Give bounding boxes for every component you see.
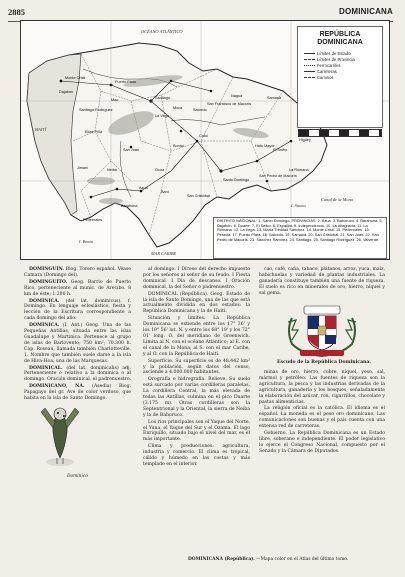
article-paragraph: DOMINICA. (I. Ant.) Geog. Una de las Pequeñas Antillas, situada entre las islas Guadalupe y Martinica. Pertenece al grupo de islas de Barlovento; 750 km²; 70.300 h. Cap. Roseau, llamada también Charlotteville. 1. Nombre que también suele darse a la isla de Hiva-Hoa, una de las Marquesas. xyxy=(24,323,131,364)
province-list-box xyxy=(213,217,387,259)
article-paragraph: Los ríos principales son el Yaque del Norte, el Yuna, el Yaque del Sur y el Ozama. El lago Enriquillo, situado bajo el nivel del mar, es el más importante. xyxy=(143,419,250,443)
legend-item-label: Límites de Estado xyxy=(317,51,351,56)
entry-headword: DOMINICA. xyxy=(29,298,60,304)
map-place-label: Salcedo xyxy=(193,108,207,112)
map-place-label: La Romana xyxy=(289,168,309,172)
map-place-label: Moca xyxy=(173,106,183,110)
article-paragraph: Gobierno. La República Dominicana es un Estado libre, soberano e independiente. El poder legislativo lo ejerce el Congreso Nacional, compuesto por el Senado y la Cámara de Diputados. xyxy=(259,431,385,454)
article-paragraph: Situación y límites. La República Dominicana se extiende entre los 17° 36' y los 19° 56' lat. N. y entre los 68° 19' y los 72° 01' long. O. del meridiano de Greenwich. Limita al N. con el océano Atlántico; al E. con el canal de la Mona; al S. con el mar Caribe, y al O. con la República de Haití. xyxy=(143,316,250,357)
article-paragraph: minas de oro, hierro, cobre, níquel, yeso, sal, mármol y petróleo. Las fuentes de riqueza son la agricultura, la pesca y las industrias derivadas de la agricultura, ganadería y los bosques, señaladamente la elaboración del azúcar, ron, cigarrillos, chocolate y pastas alimenticias. xyxy=(259,370,385,405)
map-region-label: MAR CARIBE xyxy=(151,251,177,256)
legend-swatch xyxy=(304,77,315,78)
page-footer xyxy=(188,557,388,562)
dominico-bird-illustration xyxy=(35,402,85,472)
legend-title: REPÚBLICA DOMINICANA xyxy=(317,31,363,46)
legend-swatch xyxy=(304,53,315,54)
dominican-republic-map xyxy=(20,20,390,260)
map-place-label: Elías Piña xyxy=(85,130,103,134)
article-paragraph: Clima y producciones: agricultura, industria y comercio. El clima es tropical, cálido y húmedo en las costas y más templado en el interior. xyxy=(143,444,250,467)
entry-headword: DOMINICA. xyxy=(29,323,60,329)
map-region-label: Canal de la Mona xyxy=(321,197,353,202)
coat-of-arms-caption: Escudo de la República Dominicana. xyxy=(277,360,371,365)
legend-list xyxy=(304,51,382,81)
map-place-label: Mao xyxy=(111,98,119,102)
legend-item-label: Ferrocarriles xyxy=(317,63,341,68)
footer-rest: —Mapa color en el Atlas del último tomo. xyxy=(254,557,349,562)
map-place-label: San Juan xyxy=(123,148,140,152)
text-column-3-top xyxy=(259,267,385,298)
text-column-1 xyxy=(24,267,131,403)
coat-of-arms-image xyxy=(282,300,362,358)
map-place-label: Santiago xyxy=(155,96,170,100)
footer-lead: DOMINICANA (República). xyxy=(188,557,255,562)
legend-swatch xyxy=(304,65,315,66)
map-place-label: Samaná xyxy=(267,96,282,100)
running-title: DOMINICANA xyxy=(339,7,393,16)
article-paragraph: DOMINICAL (República). Geog. Estado de la isla de Santo Domingo, una de las que está actualmente dividida en dos estados: la República Dominicana y la de Haití. xyxy=(143,291,250,315)
map-place-label: La Vega xyxy=(155,114,169,118)
legend-swatch xyxy=(304,71,315,72)
map-region-label: I. Saona xyxy=(291,203,306,208)
map-place-label: Azua xyxy=(139,186,148,190)
entry-headword: DOMINGUITO. xyxy=(29,279,68,285)
text-column-2 xyxy=(143,267,250,469)
map-place-label: Neiba xyxy=(107,168,117,172)
map-place-label: Dajabón xyxy=(59,90,74,94)
article-paragraph: DOMINGUÍN. Biog. Torero español. Véase Camara (Domingo del). xyxy=(24,267,131,278)
article-paragraph: cao, café, caña, tabaco, plátanos, arroz, yuca, maíz, habichuelas y variedad de plantas industriales. La ganadería constituye también una fuente de riqueza. El suelo es rico en minerales de oro, hierro, níquel y sal gema. xyxy=(259,267,385,296)
map-place-label: El Seibo xyxy=(273,148,288,152)
map-place-label: Higüey xyxy=(299,138,311,142)
article-paragraph: DOMINICANO, NA. (Asedia) Biog. Papagayo del gr. Ave de color verdoso, que habita en la isla de Santo Domingo. xyxy=(24,384,131,402)
map-place-label: San Cristóbal xyxy=(187,194,210,198)
map-region-label: OCÉANO ATLÁNTICO xyxy=(141,29,183,34)
map-place-label: Hato Mayor xyxy=(255,144,275,148)
map-place-label: Monte Cristi xyxy=(65,76,86,80)
map-region-label: HAITÍ xyxy=(35,127,47,132)
province-list-text: DISTRITO NACIONAL: 1. Santo Domingo. PROVINCIAS: 2. Azua. 3. Bahoruco. 4. Barahona. 5. Dajabón. 6. Duarte. 7. El Seibo. 8. Espaillat. 9. Independencia. 10. La Altagracia. 11. La Romana. 12. La Vega. 13. María Trinidad Sánchez. 14. Monte Cristi. 15. Pedernales. 16. Peravia. 17. Puerto Plata. 18. Salcedo. 19. Samaná. 20. San Cristóbal. 21. San Juan. 22. San Pedro de Macorís. 23. Sánchez Ramírez. 24. Santiago. 25. Santiago Rodríguez. 26. Valverde. xyxy=(217,218,383,242)
map-legend xyxy=(297,26,383,128)
article-paragraph: Superficie. Su superficie es de 48.442 km² y la población, según datos del censo, asciende a 4.000.000 habitantes. xyxy=(143,358,250,376)
article-paragraph: DOMINICA. (del lat. dominicus). f. Domingo. En lenguaje eclesiástico, fiesta y lección de la Escritura correspondiente a cada domingo del año. xyxy=(24,298,131,322)
map-place-label: Nagua xyxy=(231,94,243,98)
entry-headword: DOMINGUÍN. xyxy=(29,267,65,272)
article-paragraph: al domingo. I Dícese del derecho impuesto por los señores al señor de su feudo. I Fiesta dominical. I Día de descanso. I Oración dominical, la del Señor o padrenuestro. xyxy=(143,267,250,290)
map-place-label: San Pedro de Macorís xyxy=(259,174,297,178)
legend-item-label: Caminos xyxy=(317,75,334,80)
article-paragraph: La religión oficial es la católica. El idioma es el español. La moneda es el peso oro dominicano. Las comunicaciones son buenas y el país cuenta con una extensa red de carreteras. xyxy=(259,406,385,430)
legend-item xyxy=(304,75,382,81)
legend-item-label: Carreteras xyxy=(317,69,337,74)
page-number: 2885 xyxy=(8,7,25,17)
map-place-label: Cotuí xyxy=(199,134,209,138)
text-column-3-bottom xyxy=(259,370,385,456)
map-place-label: Baní xyxy=(161,190,169,194)
map-place-label: Pedernales xyxy=(83,218,103,222)
legend-item-label: Límites de Provincia xyxy=(317,57,355,62)
article-paragraph: DOMINICAL. (del lat. dominicalis) adj. Perteneciente o relativo a la dominica o al domingo. Oración dominical, el padrenuestro. xyxy=(24,365,131,383)
article-paragraph: DOMINGUITO. Geog. Barrio de Puerto Rico, perteneciente al munic. de Arecibo. 8 km de éste; 1.200 h. xyxy=(24,279,131,297)
map-place-label: Santo Domingo xyxy=(223,178,250,182)
map-region-label: I. Beata xyxy=(79,239,93,244)
map-scale-bar xyxy=(298,129,382,137)
legend-swatch xyxy=(304,59,315,60)
map-place-label: Santiago Rodríguez xyxy=(79,108,113,112)
map-place-label: San Francisco de Macorís xyxy=(207,102,252,106)
map-place-label: Jimaní xyxy=(77,166,89,170)
map-place-label: Barahona xyxy=(121,204,138,208)
map-place-label: Puerto Plata xyxy=(115,80,136,84)
map-place-label: Ocoa xyxy=(155,168,165,172)
map-place-label: Bonao xyxy=(173,144,184,148)
dominico-caption: Dominico xyxy=(66,474,89,479)
article-paragraph: Orografía e hidrografía. Relieve. Su suelo está surcado por varias cordilleras paralelas. La cordillera Central, la más elevada de todas las Antillas, culmina en el pico Duarte (3.175 m). Otras cordilleras son la Septentrional y la Oriental, la sierra de Neiba y la de Bahoruco. xyxy=(143,377,250,418)
entry-headword: DOMINICANO, NA. xyxy=(29,384,85,390)
entry-headword: DOMINICAL. xyxy=(29,365,63,371)
